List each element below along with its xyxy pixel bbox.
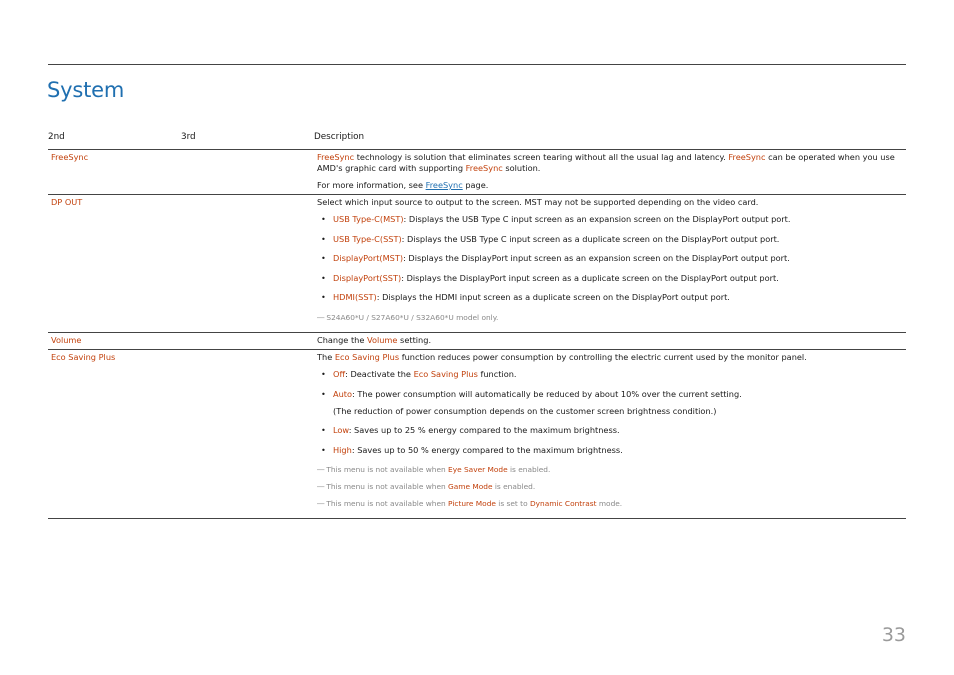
row-name-freesync: FreeSync xyxy=(51,152,89,162)
freesync-term: FreeSync xyxy=(317,152,355,162)
table-row xyxy=(48,350,906,519)
list-item: • DisplayPort(MST): Displays the DisplayPort input screen as an expansion screen on the DisplayPort output port. xyxy=(317,253,897,264)
freesync-more-info: For more information, see FreeSync page. xyxy=(317,180,489,190)
row-name-volume: Volume xyxy=(51,334,82,345)
list-item: • USB Type-C(MST): Displays the USB Type C input screen as an expansion screen on the DisplayPort output port. xyxy=(317,214,897,225)
settings-table xyxy=(48,131,906,519)
table-header xyxy=(48,131,906,150)
row-description: The Eco Saving Plus function reduces power consumption by controlling the electric current used by the monitor panel. • Off: Deactivate the Eco Saving Plus function. • Auto: The power consumption will automatically be reduced by about 10% over the current setting. (The reduction of power consumption depends on the customer screen brightness condition.) • Low: Saves up to 25 % energy compared to the maximum brightness. • High: Saves up to 50 % energy compared to the maximum brightness. ― This menu is not available when Eye Saver Mode is enabled. ― This menu is not available when Game Mode is enabled. ― This menu is not available when Picture Mode is set to Dynamic Contrast mode. xyxy=(317,350,897,518)
page-number: 33 xyxy=(881,624,906,646)
freesync-term: FreeSync xyxy=(728,152,766,162)
list-item: • USB Type-C(SST): Displays the USB Type C input screen as a duplicate screen on the DisplayPort output port. xyxy=(317,234,897,245)
header-3rd: 3rd xyxy=(181,132,196,142)
freesync-page-link[interactable]: FreeSync xyxy=(425,180,463,190)
row-description: Change the Volume setting. xyxy=(317,334,432,345)
list-item: • High: Saves up to 50 % energy compared to the maximum brightness. xyxy=(317,445,897,456)
freesync-text: FreeSync technology is solution that eliminates screen tearing without all the usual lag and latency. FreeSync can be operated when you use AMD's graphic card with supporting FreeSync solution. xyxy=(317,152,895,173)
freesync-term: FreeSync xyxy=(465,163,503,173)
list-item: • HDMI(SST): Displays the HDMI input screen as a duplicate screen on the DisplayPort output port. xyxy=(317,292,897,303)
list-item: • DisplayPort(SST): Displays the DisplayPort input screen as a duplicate screen on the DisplayPort output port. xyxy=(317,273,897,284)
row-description xyxy=(317,150,897,194)
availability-note: ― This menu is not available when Eye Saver Mode is enabled. xyxy=(317,465,551,475)
model-note: ― S24A60*U / S27A60*U / S32A60*U model only. xyxy=(317,312,499,322)
top-divider xyxy=(48,64,906,65)
availability-note: ― This menu is not available when Picture Mode is set to Dynamic Contrast mode. xyxy=(317,499,623,509)
list-item: • Low: Saves up to 25 % energy compared to the maximum brightness. xyxy=(317,425,897,436)
dp-out-intro: Select which input source to output to the screen. MST may not be supported depending on the video card. xyxy=(317,197,759,207)
header-description: Description xyxy=(314,132,365,142)
list-item: • Auto: The power consumption will automatically be reduced by about 10% over the current setting. (The reduction of power consumption depends on the customer screen brightness condition.) xyxy=(317,389,897,417)
list-item: • Off: Deactivate the Eco Saving Plus function. xyxy=(317,369,897,380)
dp-out-options xyxy=(317,214,897,303)
header-2nd: 2nd xyxy=(48,132,65,142)
page-title: System xyxy=(47,78,125,102)
row-name-eco-saving-plus: Eco Saving Plus xyxy=(51,351,116,362)
availability-note: ― This menu is not available when Game Mode is enabled. xyxy=(317,482,536,492)
row-name-dp-out: DP OUT xyxy=(51,197,83,207)
row-description xyxy=(317,195,897,332)
table-row xyxy=(48,195,906,333)
table-row xyxy=(48,333,906,350)
table-row xyxy=(48,150,906,195)
eco-options xyxy=(317,369,897,456)
